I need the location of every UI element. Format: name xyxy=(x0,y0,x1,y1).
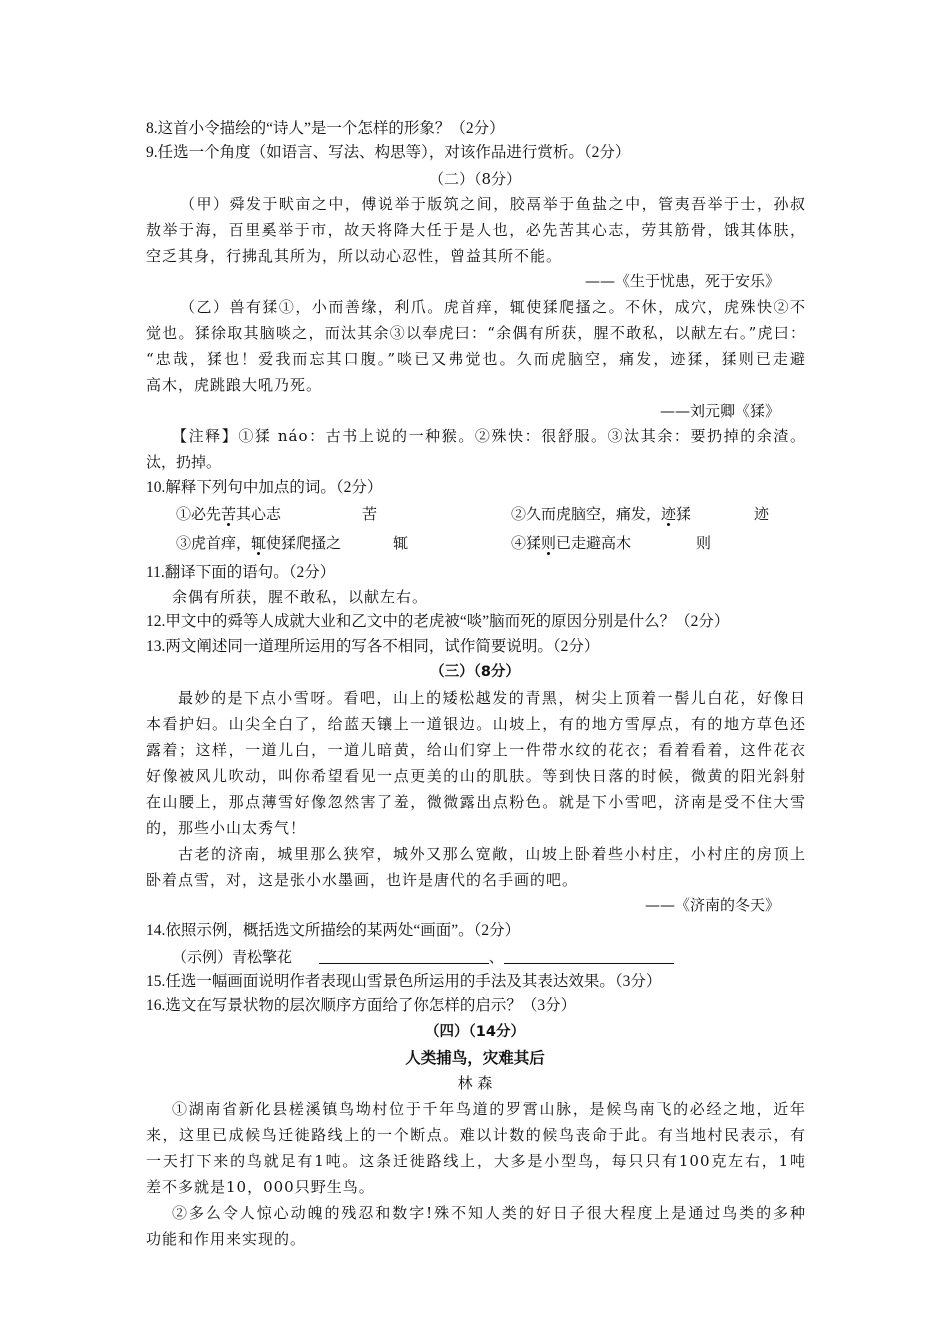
article-line: ②多么令人惊心动魄的残忍和数字!殊不知人类的好日子很大程度上是通过鸟类的多种 xyxy=(172,1204,806,1222)
section-3-heading: （三）（8分） xyxy=(430,664,520,680)
question-15: 15.任选一幅画面说明作者表现山雪景色所运用的手法及其表达效果。（3分） xyxy=(146,973,662,990)
answer-blank[interactable] xyxy=(504,945,674,964)
article-line: 来，这里已成候鸟迁徙路线上的一个断点。难以计数的候鸟丧命于此。有当地村民表示，有 xyxy=(146,1126,806,1144)
question-9: 9.任选一个角度（如语言、写法、构思等），对该作品进行赏析。（2分） xyxy=(146,144,631,161)
question-13: 13.两文阐述同一道理所运用的写各不相同，试作简要说明。（2分） xyxy=(146,638,600,655)
answer-blank[interactable] xyxy=(319,945,489,964)
q10-answer-a: 苦 xyxy=(362,505,378,523)
q10-answer-b: 迹 xyxy=(754,505,770,523)
passage-yi-line: “忠哉，猱也！爱我而忘其口腹。”啖已又弗觉也。久而虎脑空，痛发，迹猱，猱则已走避 xyxy=(146,350,806,368)
q11-sentence: 余偶有所获，腥不敢私，以献左右。 xyxy=(172,588,429,606)
passage-3-line: 卧着点雪，对，这是张小水墨画，也许是唐代的名手画的吧。 xyxy=(146,871,579,889)
question-10: 10.解释下列句中加点的词。（2分） xyxy=(146,479,383,496)
passage-3-line: 古老的济南，城里那么狭窄，城外又那么宽敞，山坡上卧着些小村庄，小村庄的房顶上 xyxy=(178,845,806,863)
article-line: 差不多就是10，000只野生鸟。 xyxy=(146,1178,375,1196)
question-16: 16.选文在写景状物的层次顺序方面给了你怎样的启示？（3分） xyxy=(146,997,577,1014)
annotation-note: 汰，扔掉。 xyxy=(146,453,222,471)
q10-item-d: ④猱则已走避高木 xyxy=(511,534,632,552)
passage-3-line: 露着；这样，一道儿白，一道儿暗黄，给山们穿上一件带水纹的花衣；看着看着，这件花衣 xyxy=(146,741,806,759)
passage-yi-source: ——刘元卿《猱》 xyxy=(659,402,780,420)
passage-jia-line: （甲）舜发于畎亩之中，傅说举于版筑之间，胶鬲举于鱼盐之中，管夷吾举于士，孙叔 xyxy=(180,195,806,213)
question-11: 11.翻译下面的语句。（2分） xyxy=(146,564,336,581)
section-2-heading: （二）（8分） xyxy=(428,170,522,188)
passage-3-line: 最妙的是下点小雪呀。看吧，山上的矮松越发的青黑，树尖上顶着一髻儿白花，好像日 xyxy=(178,689,806,707)
question-14: 14.依照示例，概括选文所描绘的某两处“画面”。（2分） xyxy=(146,922,521,939)
passage-3-line: 在山腰上，那点薄雪好像忽然害了羞，微微露出点粉色。就是下小雪吧，济南是受不住大雪 xyxy=(146,793,806,811)
section-4-heading: （四）（14分） xyxy=(425,1024,525,1040)
q10-item-b: ②久而虎脑空，痛发，迹猱 xyxy=(511,505,692,523)
q10-item-c: ③虎首痒，辄使猱爬搔之 xyxy=(176,534,342,552)
passage-yi-line: 觉也。猱徐取其脑啖之，而汰其余③以奉虎曰：“余偶有所获，腥不敢私，以献左右。”虎曰： xyxy=(146,324,806,342)
annotation-note: 【注释】①猱 náo：古书上说的一种猴。②殊快：很舒服。③汰其余：要扔掉的余渣。 xyxy=(172,427,806,445)
passage-jia-line: 敖举于海，百里奚举于市，故天将降大任于是人也，必先苦其心志，劳其筋骨，饿其体肤， xyxy=(146,221,806,239)
q14-example-row: （示例）青松擎花 、 xyxy=(172,944,674,970)
article-title: 人类捕鸟，灾难其后 xyxy=(405,1049,545,1067)
passage-3-line: 好像被风儿吹动，叫你希望看见一点更美的山的肌肤。等到快日落的时候，微黄的阳光斜射 xyxy=(146,767,806,785)
article-line: ①湖南省新化县槎溪镇鸟坳村位于千年鸟道的罗霄山脉，是候鸟南飞的必经之地，近年 xyxy=(172,1100,806,1118)
passage-jia-line: 空乏其身，行拂乱其所为，所以动心忍性，曾益其所不能。 xyxy=(146,247,563,265)
passage-jia-source: ——《生于忧患，死于安乐》 xyxy=(584,272,780,290)
q10-answer-d: 则 xyxy=(696,534,712,552)
article-line: 功能和作用来实现的。 xyxy=(146,1230,307,1248)
passage-yi-line: 高木，虎跳踉大吼乃死。 xyxy=(146,376,323,394)
q10-item-a: ①必先苦其心志 xyxy=(176,505,282,523)
passage-3-source: ——《济南的冬天》 xyxy=(644,896,780,914)
passage-yi-line: （乙）兽有猱①，小而善缘，利爪。虎首痒，辄使猱爬搔之。不休，成穴，虎殊快②不 xyxy=(180,298,806,316)
article-author: 林 森 xyxy=(457,1074,493,1092)
q10-answer-c: 辄 xyxy=(393,534,409,552)
question-12: 12.甲文中的舜等人成就大业和乙文中的老虎被“啖”脑而死的原因分别是什么？（2分） xyxy=(146,613,730,630)
passage-3-line: 的，那些小山太秀气！ xyxy=(146,819,307,837)
passage-3-line: 本看护妇。山尖全白了，给蓝天镶上一道银边。山坡上，有的地方雪厚点，有的地方草色还 xyxy=(146,715,806,733)
article-line: 一天打下来的鸟就足有1吨。这条迁徙路线上，大多是小型鸟，每只只有100克左右，1吨 xyxy=(146,1152,806,1170)
q14-example: （示例）青松擎花 xyxy=(172,948,293,966)
question-8: 8.这首小令描绘的“诗人”是一个怎样的形象？（2分） xyxy=(146,120,505,137)
